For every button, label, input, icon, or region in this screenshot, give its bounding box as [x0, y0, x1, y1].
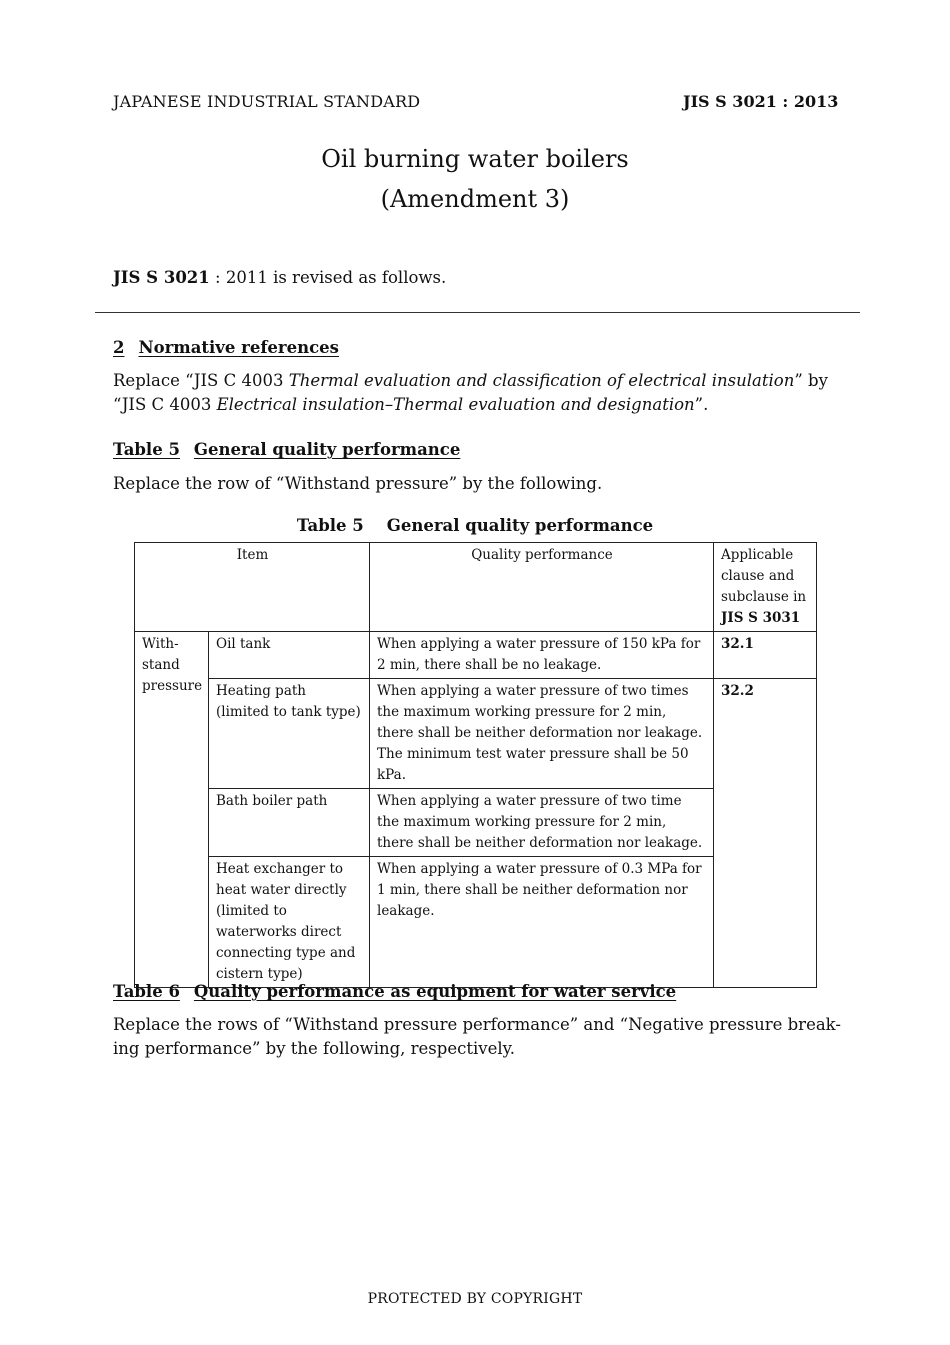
table-row — [135, 632, 817, 679]
table-number: Table 6 — [113, 982, 180, 1001]
document-subtitle: (Amendment 3) — [380, 185, 570, 213]
row-clause: 32.2 — [714, 679, 817, 988]
paragraph-line-2: “JIS C 4003 Electrical insulation–Thermal evaluation and designation”. — [113, 395, 709, 414]
row-item: Oil tank — [209, 632, 370, 679]
row-quality: When applying a water pressure of 150 kPa for 2 min, there shall be no leakage. — [370, 632, 714, 679]
header-quality: Quality performance — [370, 543, 714, 632]
section-heading-table6 — [113, 982, 676, 1001]
section-heading-normative-references — [113, 338, 339, 357]
table-heading: Quality performance as equipment for water service — [193, 982, 677, 1001]
table-heading: General quality performance — [193, 440, 461, 459]
copyright-footer: PROTECTED BY COPYRIGHT — [367, 1291, 583, 1307]
document-title: Oil burning water boilers — [321, 145, 629, 173]
italic-title-2: Electrical insulation–Thermal evaluation and designation — [216, 395, 695, 414]
header-standard-number: JIS S 3021 : 2013 — [683, 92, 839, 111]
header-item: Item — [135, 543, 370, 632]
row-item: Heat exchanger to heat water directly (limited to waterworks direct connecting type and cistern type) — [209, 857, 370, 988]
table5-instruction: Replace the row of “Withstand pressure” by the following. — [113, 474, 603, 493]
divider — [95, 312, 860, 313]
table-header-row — [135, 543, 817, 632]
row-item: Bath boiler path — [209, 789, 370, 857]
row-quality: When applying a water pressure of two time the maximum working pressure for 2 min, there shall be neither deformation nor leakage. — [370, 789, 714, 857]
table6-instruction: Replace the rows of “Withstand pressure performance” and “Negative pressure break-ing performance” by the following, respectively. — [113, 1015, 841, 1058]
header-clause: Applicable clause and subclause in JIS S 3031 — [714, 543, 817, 632]
row-quality: When applying a water pressure of two times the maximum working pressure for 2 min, there shall be neither deformation nor leakage. The minimum test water pressure shall be 50 kPa. — [370, 679, 714, 789]
general-quality-table — [134, 542, 817, 988]
header-standard-label: JAPANESE INDUSTRIAL STANDARD — [113, 92, 421, 111]
section-heading-table5 — [113, 440, 460, 459]
row-quality: When applying a water pressure of 0.3 MPa for 1 min, there shall be neither deformation nor leakage. — [370, 857, 714, 988]
table-number: Table 5 — [113, 440, 180, 459]
revision-text: : 2011 is revised as follows. — [209, 268, 447, 287]
table-row — [135, 679, 817, 789]
header-clause-standard: JIS S 3031 — [721, 610, 801, 626]
group-label-withstand-pressure: With-stand pressure — [135, 632, 209, 988]
table5-caption: Table 5 General quality performance — [296, 516, 654, 535]
row-item: Heating path (limited to tank type) — [209, 679, 370, 789]
paragraph-line-1: Replace “JIS C 4003 Thermal evaluation and classification of electrical insulation” by — [113, 371, 828, 390]
normative-references-paragraph — [113, 369, 843, 417]
row-clause: 32.1 — [714, 632, 817, 679]
revision-code: JIS S 3021 — [113, 268, 210, 287]
section-number: 2 — [113, 338, 125, 357]
revision-statement — [113, 268, 446, 287]
italic-title-1: Thermal evaluation and classification of electrical insulation — [288, 371, 795, 390]
section-title: Normative references — [138, 338, 339, 357]
